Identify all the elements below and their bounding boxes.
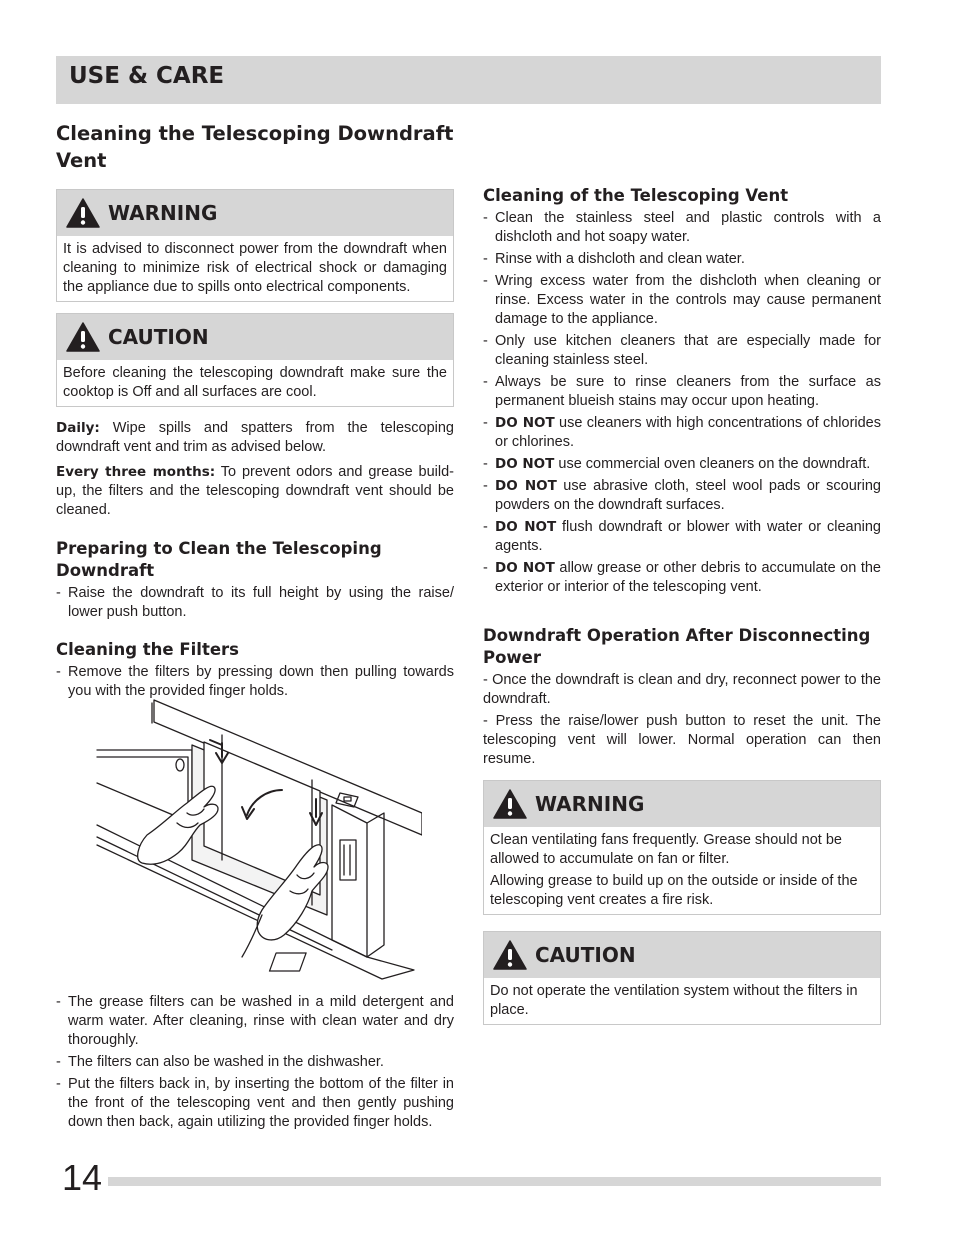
- preparing-heading: Preparing to Clean the Telescoping Downdraft: [56, 539, 382, 580]
- caution-box-2: [483, 931, 881, 1025]
- filters-heading: Cleaning the Filters: [56, 640, 239, 659]
- list-item: - Always be sure to rinse cleaners from the surface as permanent blueish stains may occur upon heating.: [483, 373, 881, 411]
- list-item: - Raise the downdraft to its full height by using the raise/ lower push button.: [56, 584, 454, 622]
- list-item: - DO NOT use cleaners with high concentrations of chlorides or chlorines.: [483, 414, 881, 452]
- caution-text: Before cleaning the telescoping downdraft make sure the cooktop is Off and all surfaces are cool.: [63, 365, 447, 400]
- list-item: - DO NOT flush downdraft or blower with water or cleaning agents.: [483, 518, 881, 556]
- left-column: [56, 120, 454, 704]
- caution-icon: [493, 940, 527, 970]
- caution-box: [56, 313, 454, 407]
- filters-after-list: [56, 993, 454, 1135]
- warning-text-2a: Clean ventilating fans frequently. Grease should not be allowed to accumulate on fan or filter.: [490, 832, 842, 867]
- warning-title-2: WARNING: [535, 792, 645, 816]
- operation-heading: Downdraft Operation After Disconnecting Power: [483, 626, 871, 667]
- caution-icon: [66, 322, 100, 352]
- warning-header: [57, 190, 453, 236]
- vent-cleaning-heading: Cleaning of the Telescoping Vent: [483, 186, 789, 205]
- page-heading: Cleaning the Telescoping Downdraft Vent: [56, 122, 454, 172]
- page-number: 14: [62, 1157, 103, 1198]
- daily-label: Daily:: [56, 420, 100, 436]
- warning-icon: [66, 198, 100, 228]
- caution-header: [57, 314, 453, 360]
- warning-header-2: [484, 781, 880, 827]
- filter-removal-illustration: [92, 695, 422, 985]
- list-item: - Put the filters back in, by inserting the bottom of the filter in the front of the telescoping vent and then gently pushing down then back, again utilizing the provided finger holds.: [56, 1075, 454, 1132]
- section-header: [56, 56, 881, 104]
- warning-box: [56, 189, 454, 302]
- warning-title: WARNING: [108, 201, 218, 225]
- list-item: - Only use kitchen cleaners that are especially made for cleaning stainless steel.: [483, 332, 881, 370]
- list-item: - DO NOT use commercial oven cleaners on the downdraft.: [483, 455, 881, 474]
- caution-title: CAUTION: [108, 325, 209, 349]
- footer-rule: [108, 1177, 881, 1186]
- operation-paragraph-2: - Press the raise/lower push button to reset the unit. The telescoping vent will lower. Normal operation can then resume.: [483, 713, 881, 767]
- warning-icon: [493, 789, 527, 819]
- daily-paragraph: Daily: Wipe spills and spatters from the telescoping downdraft vent and trim as advised below.: [56, 420, 454, 455]
- every-three-months-label: Every three months:: [56, 464, 216, 480]
- list-item: - Rinse with a dishcloth and clean water.: [483, 250, 881, 269]
- list-item: - DO NOT allow grease or other debris to accumulate on the exterior or interior of the telescoping vent.: [483, 559, 881, 597]
- caution-text-2: Do not operate the ventilation system without the filters in place.: [490, 983, 858, 1018]
- warning-box-2: [483, 780, 881, 915]
- section-title: USE & CARE: [69, 63, 225, 89]
- operation-paragraph-1: - Once the downdraft is clean and dry, reconnect power to the downdraft.: [483, 672, 881, 707]
- right-column: [483, 185, 881, 1025]
- list-item: - The grease filters can be washed in a mild detergent and warm water. After cleaning, rinse with clean water and dry thoroughly.: [56, 993, 454, 1050]
- list-item: - Remove the filters by pressing down then pulling towards you with the provided finger holds.: [56, 663, 454, 701]
- list-item: - Clean the stainless steel and plastic controls with a dishcloth and hot soapy water.: [483, 209, 881, 247]
- list-item: - Wring excess water from the dishcloth when cleaning or rinse. Excess water in the controls may cause permanent damage to the appliance.: [483, 272, 881, 329]
- warning-text: It is advised to disconnect power from the downdraft when cleaning to minimize risk of electrical shock or damaging the appliance due to spills onto electrical components.: [63, 241, 447, 295]
- every-three-months-paragraph: Every three months: To prevent odors and grease build-up, the filters and the telescoping downdraft vent should be cleaned.: [56, 464, 454, 518]
- list-item: - DO NOT use abrasive cloth, steel wool pads or scouring powders on the downdraft surfaces.: [483, 477, 881, 515]
- list-item: - The filters can also be washed in the dishwasher.: [56, 1053, 454, 1072]
- warning-text-2b: Allowing grease to build up on the outside or inside of the telescoping vent creates a fire risk.: [490, 873, 858, 908]
- caution-title-2: CAUTION: [535, 943, 636, 967]
- caution-header-2: [484, 932, 880, 978]
